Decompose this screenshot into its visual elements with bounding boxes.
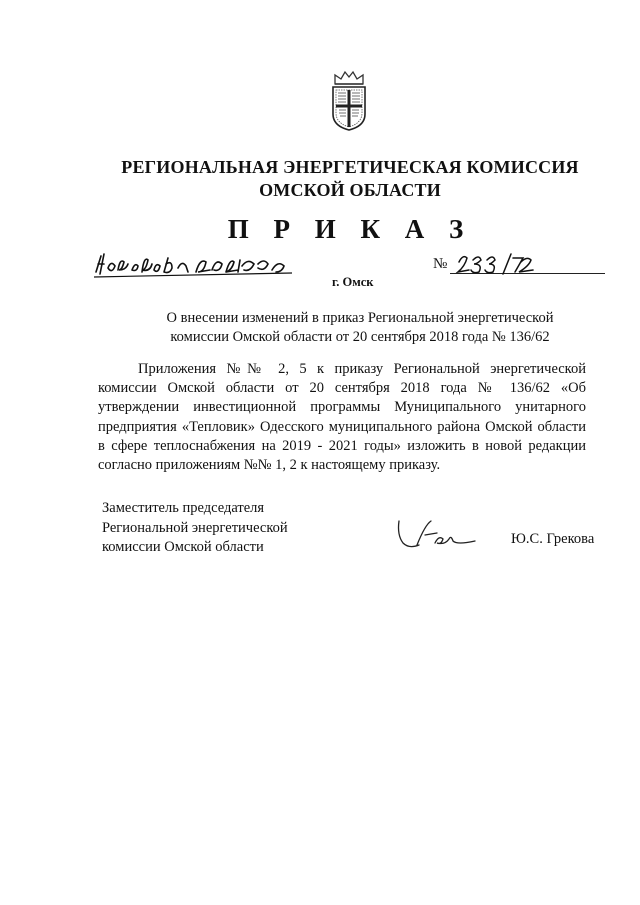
signatory-position-line3: комиссии Омской области	[102, 539, 264, 555]
coat-of-arms-icon	[327, 70, 371, 132]
signatory-position	[102, 499, 288, 558]
document-type-title: П Р И К А З	[227, 214, 473, 244]
number-label: №	[433, 256, 448, 272]
document-body-paragraph: Приложения №№ 2, 5 к приказу Региональной энергетической комиссии Омской области от 20 сентября 2018 года № 136/62 «Об утверждении инвестиционной программы Муниципального унитарного предприятия «Тепловик» Одесского муниципального района Омской области в сфере теплоснабжения на 2019 - 2021 годы» изложить в новой редакции согласно приложениям №№ 1, 2 к настоящему приказу.	[98, 361, 586, 474]
handwritten-signature	[395, 517, 477, 551]
organization-name-line2: ОМСКОЙ ОБЛАСТИ	[259, 180, 441, 200]
signatory-name: Ю.С. Грекова	[511, 531, 595, 547]
signatory-position-line1: Заместитель председателя	[102, 500, 265, 516]
signatory-position-line2: Региональной энергетической	[102, 519, 288, 536]
city-label: г. Омск	[332, 275, 374, 289]
handwritten-date	[92, 250, 297, 282]
organization-name-line1: РЕГИОНАЛЬНАЯ ЭНЕРГЕТИЧЕСКАЯ КОМИССИЯ	[121, 157, 579, 177]
handwritten-document-number	[455, 250, 535, 276]
document-subject: О внесении изменений в приказ Региональной энергетической комиссии Омской области от 20 сентября 2018 года № 136/62	[166, 310, 554, 345]
